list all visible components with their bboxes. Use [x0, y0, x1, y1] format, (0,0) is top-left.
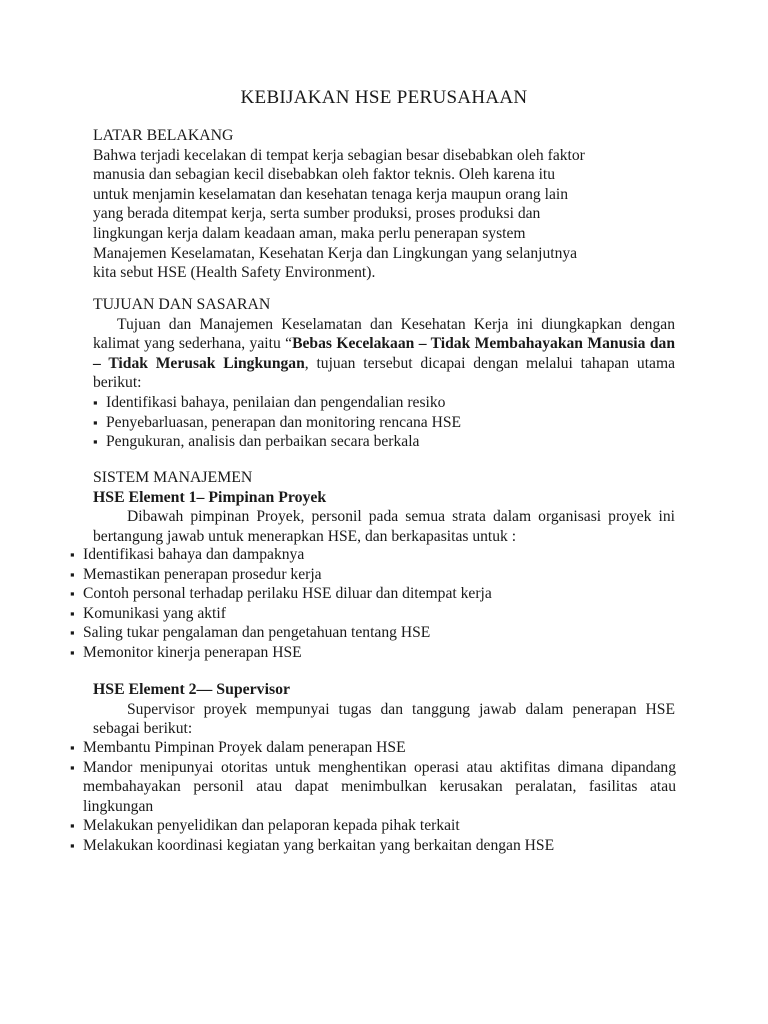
section-tujuan-sasaran: [93, 295, 675, 452]
list-item: ▪ Pengukuran, analisis dan perbaikan secara berkala: [93, 432, 675, 452]
text-line: kita sebut HSE (Health Safety Environment).: [93, 264, 376, 282]
list-item: ▪ Penyebarluasan, penerapan dan monitoring rencana HSE: [93, 413, 675, 433]
section-sistem-manajemen: [93, 468, 675, 546]
latar-text: [93, 146, 675, 283]
section-heading: LATAR BELAKANG: [93, 127, 234, 144]
list-item: ▪ Memastikan penerapan prosedur kerja: [70, 565, 676, 585]
element2-list: [70, 738, 676, 856]
element2-heading: HSE Element 2— Supervisor: [93, 681, 291, 698]
list-item: ▪ Mandor menipunyai otoritas untuk menghentikan operasi atau aktifitas dimana dipandang membahayakan personil atau dapat menimbulkan kerusakan peralatan, fasilitas atau lingkungan: [70, 758, 676, 817]
element1-list: [70, 545, 676, 663]
element1-paragraph: Dibawah pimpinan Proyek, personil pada semua strata dalam organisasi proyek ini bertangung jawab untuk menerapkan HSE, dan berkapasitas untuk :: [93, 508, 675, 545]
section-heading: TUJUAN DAN SASARAN: [93, 296, 271, 313]
tujuan-text-pre: Tujuan dan Manajemen Keselamatan dan Kesehatan Kerja ini diungkapkan dengan kalimat yang sederhana, yaitu “: [93, 315, 675, 353]
text-line: yang berada ditempat kerja, serta sumber produksi, proses produksi dan: [93, 205, 541, 223]
tujuan-paragraph: [93, 315, 675, 393]
text-line: untuk menjamin keselamatan dan kesehatan tenaga kerja maupun orang lain: [93, 185, 569, 203]
section-element2: [93, 680, 675, 739]
list-item: ▪ Saling tukar pengalaman dan pengetahuan tentang HSE: [70, 623, 676, 643]
document-title: KEBIJAKAN HSE PERUSAHAAN: [240, 87, 528, 108]
list-item: ▪ Komunikasi yang aktif: [70, 604, 676, 624]
text-line: Bahwa terjadi kecelakan di tempat kerja sebagian besar disebabkan oleh faktor: [93, 146, 585, 164]
list-item: ▪ Melakukan penyelidikan dan pelaporan kepada pihak terkait: [70, 816, 676, 836]
text-line: lingkungan kerja dalam keadaan aman, maka perlu penerapan system: [93, 224, 526, 242]
list-item: ▪ Identifikasi bahaya dan dampaknya: [70, 545, 676, 565]
section-latar-belakang: [93, 126, 675, 283]
section-heading: SISTEM MANAJEMEN: [93, 469, 253, 486]
tujuan-motto: Bebas Kecelakaan – Tidak Membahayakan Manusia dan – Tidak Merusak Lingkungan: [93, 335, 675, 372]
list-item: ▪ Melakukan koordinasi kegiatan yang berkaitan yang berkaitan dengan HSE: [70, 836, 676, 856]
tujuan-list: [93, 393, 675, 452]
element1-heading: HSE Element 1– Pimpinan Proyek: [93, 488, 327, 506]
list-item: ▪ Membantu Pimpinan Proyek dalam penerapan HSE: [70, 738, 676, 758]
list-item: ▪ Contoh personal terhadap perilaku HSE diluar dan ditempat kerja: [70, 584, 676, 604]
element2-paragraph: Supervisor proyek mempunyai tugas dan tanggung jawab dalam penerapan HSE sebagai berikut:: [93, 700, 675, 738]
list-item: ▪ Identifikasi bahaya, penilaian dan pengendalian resiko: [93, 393, 675, 413]
text-line: Manajemen Keselamatan, Kesehatan Kerja dan Lingkungan yang selanjutnya: [93, 244, 578, 262]
list-item: ▪ Memonitor kinerja penerapan HSE: [70, 643, 676, 663]
tujuan-text-post: , tujuan tersebut dicapai dengan melalui tahapan utama berikut:: [93, 354, 675, 392]
text-line: manusia dan sebagian kecil disebabkan oleh faktor teknis. Oleh karena itu: [93, 166, 556, 184]
